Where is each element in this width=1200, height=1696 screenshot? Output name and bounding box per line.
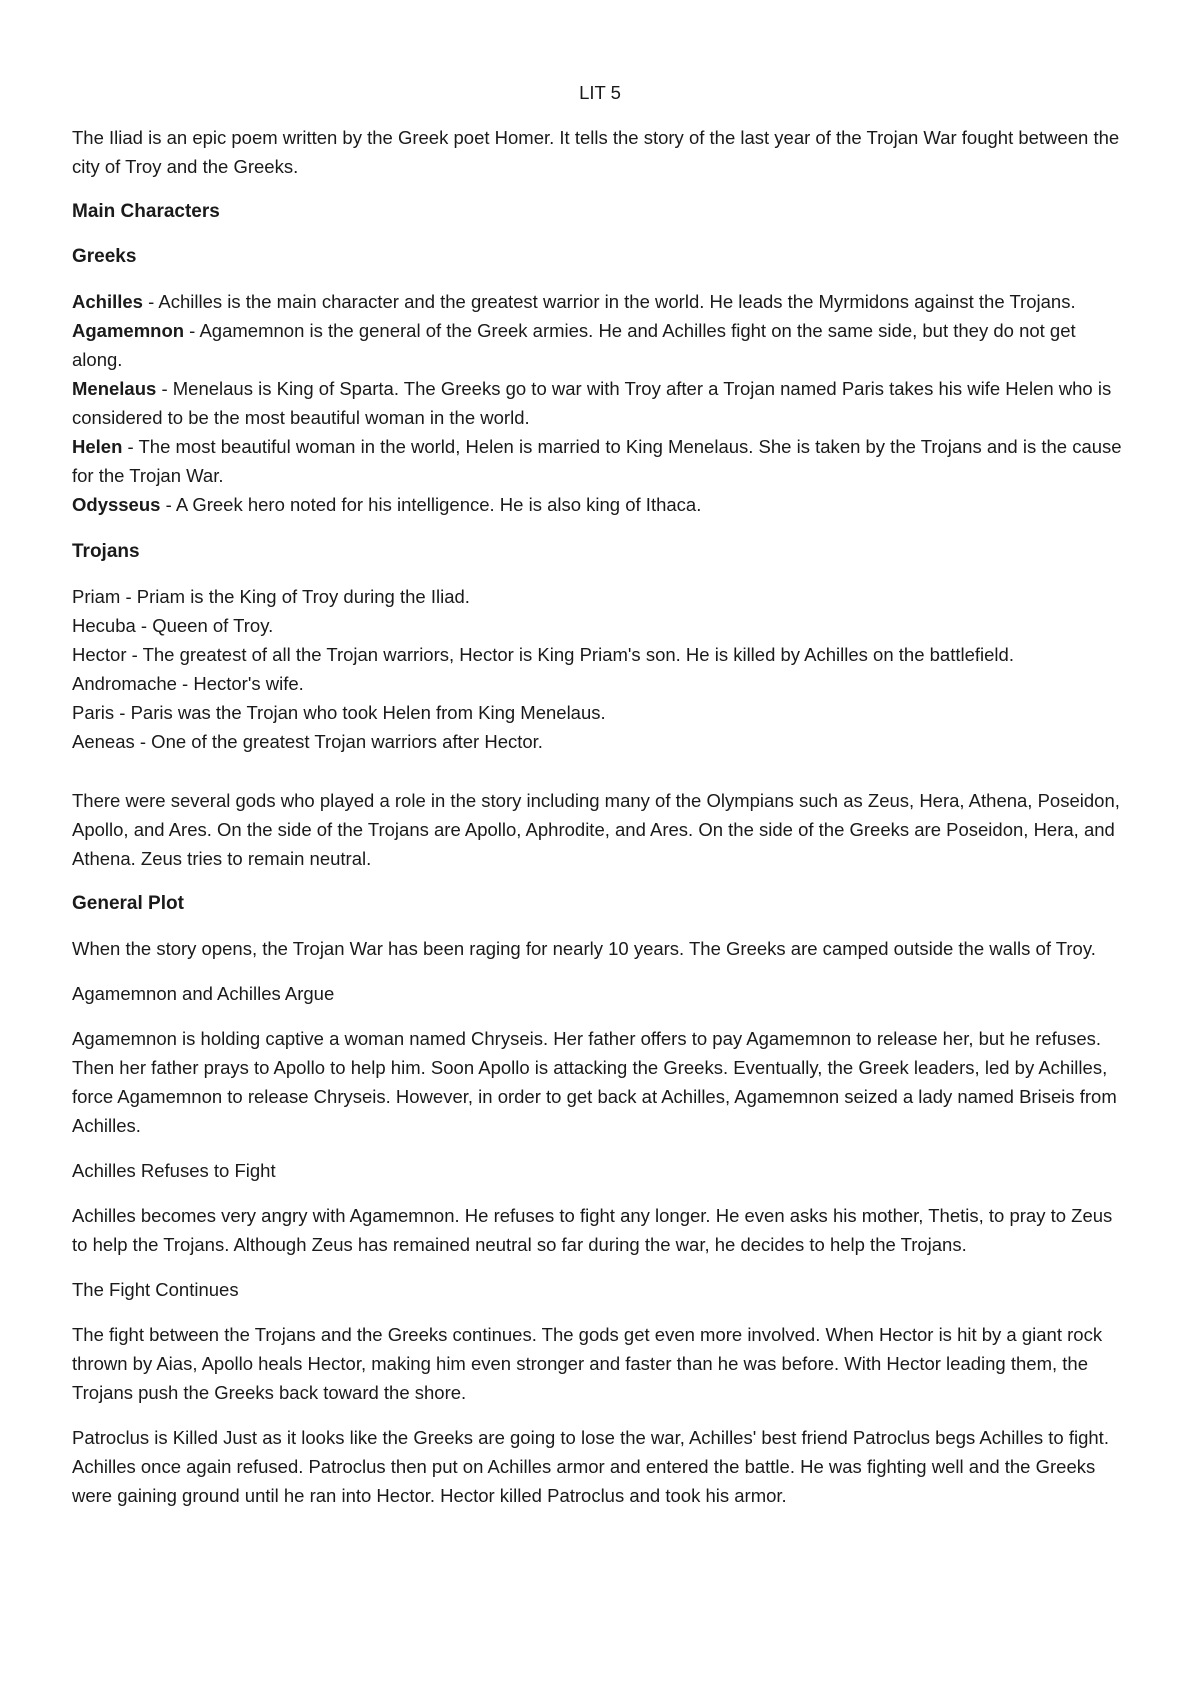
- character-entry-menelaus: [72, 374, 1128, 432]
- character-entry-helen: [72, 432, 1128, 490]
- trojan-entry-hecuba: Hecuba - Queen of Troy.: [72, 615, 274, 636]
- character-description: - Achilles is the main character and the greatest warrior in the world. He leads the Myrmidons against the Trojans.: [142, 291, 1076, 312]
- character-name: Menelaus: [72, 378, 157, 399]
- section-title-argue: Agamemnon and Achilles Argue: [72, 983, 335, 1004]
- character-name: Achilles: [72, 291, 143, 312]
- character-description: - Agamemnon is the general of the Greek armies. He and Achilles fight on the same side, but they do not get along.: [72, 320, 1076, 370]
- plot-opening-paragraph: When the story opens, the Trojan War has been raging for nearly 10 years. The Greeks are camped outside the walls of Troy.: [72, 938, 1096, 959]
- gods-paragraph: There were several gods who played a role in the story including many of the Olympians such as Zeus, Hera, Athena, Poseidon, Apollo, and Ares. On the side of the Trojans are Apollo, Aphrodite, and Ares. On the side of the Greeks are Poseidon, Hera, and Athena. Zeus tries to remain neutral.: [72, 790, 1120, 869]
- character-name: Odysseus: [72, 494, 161, 515]
- greeks-list: [72, 287, 1128, 519]
- main-characters-heading: Main Characters: [72, 201, 220, 222]
- greeks-heading: Greeks: [72, 246, 137, 267]
- trojan-entry-hector: Hector - The greatest of all the Trojan warriors, Hector is King Priam's son. He is killed by Achilles on the battlefield.: [72, 644, 1014, 665]
- character-entry-odysseus: [72, 490, 1128, 519]
- section-title-fight-continues: The Fight Continues: [72, 1279, 239, 1300]
- character-description: - Menelaus is King of Sparta. The Greeks go to war with Troy after a Trojan named Paris takes his wife Helen who is considered to be the most beautiful woman in the world.: [72, 378, 1112, 428]
- trojan-entry-andromache: Andromache - Hector's wife.: [72, 673, 304, 694]
- character-name: Agamemnon: [72, 320, 185, 341]
- section-text-fight-continues: The fight between the Trojans and the Greeks continues. The gods get even more involved. When Hector is hit by a giant rock thrown by Aias, Apollo heals Hector, making him even stronger and faster than he was before. With Hector leading them, the Trojans push the Greeks back toward the shore.: [72, 1324, 1103, 1403]
- general-plot-heading: General Plot: [72, 893, 184, 914]
- trojan-entry-priam: Priam - Priam is the King of Troy during the Iliad.: [72, 586, 470, 607]
- trojans-heading: Trojans: [72, 541, 140, 562]
- intro-paragraph: The Iliad is an epic poem written by the Greek poet Homer. It tells the story of the last year of the Trojan War fought between the city of Troy and the Greeks.: [72, 127, 1120, 177]
- trojan-entry-aeneas: Aeneas - One of the greatest Trojan warriors after Hector.: [72, 731, 543, 752]
- trojan-entry-paris: Paris - Paris was the Trojan who took Helen from King Menelaus.: [72, 702, 606, 723]
- section-text-patroclus: Patroclus is Killed Just as it looks like the Greeks are going to lose the war, Achilles' best friend Patroclus begs Achilles to fight. Achilles once again refused. Patroclus then put on Achilles armor and entered the battle. He was fighting well and the Greeks were gaining ground until he ran into Hector. Hector killed Patroclus and took his armor.: [72, 1427, 1109, 1506]
- character-description: - The most beautiful woman in the world, Helen is married to King Menelaus. She is taken by the Trojans and is the cause for the Trojan War.: [72, 436, 1122, 486]
- section-title-refuses: Achilles Refuses to Fight: [72, 1160, 276, 1181]
- character-entry-agamemnon: [72, 316, 1128, 374]
- trojans-list: [72, 582, 1128, 756]
- character-name: Helen: [72, 436, 123, 457]
- character-description: - A Greek hero noted for his intelligence. He is also king of Ithaca.: [160, 494, 702, 515]
- document-title: LIT 5: [579, 82, 621, 103]
- character-entry-achilles: [72, 287, 1128, 316]
- section-text-argue: Agamemnon is holding captive a woman named Chryseis. Her father offers to pay Agamemnon to release her, but he refuses. Then her father prays to Apollo to help him. Soon Apollo is attacking the Greeks. Eventually, the Greek leaders, led by Achilles, force Agamemnon to release Chryseis. However, in order to get back at Achilles, Agamemnon seized a lady named Briseis from Achilles.: [72, 1028, 1117, 1136]
- section-text-refuses: Achilles becomes very angry with Agamemnon. He refuses to fight any longer. He even asks his mother, Thetis, to pray to Zeus to help the Trojans. Although Zeus has remained neutral so far during the war, he decides to help the Trojans.: [72, 1205, 1113, 1255]
